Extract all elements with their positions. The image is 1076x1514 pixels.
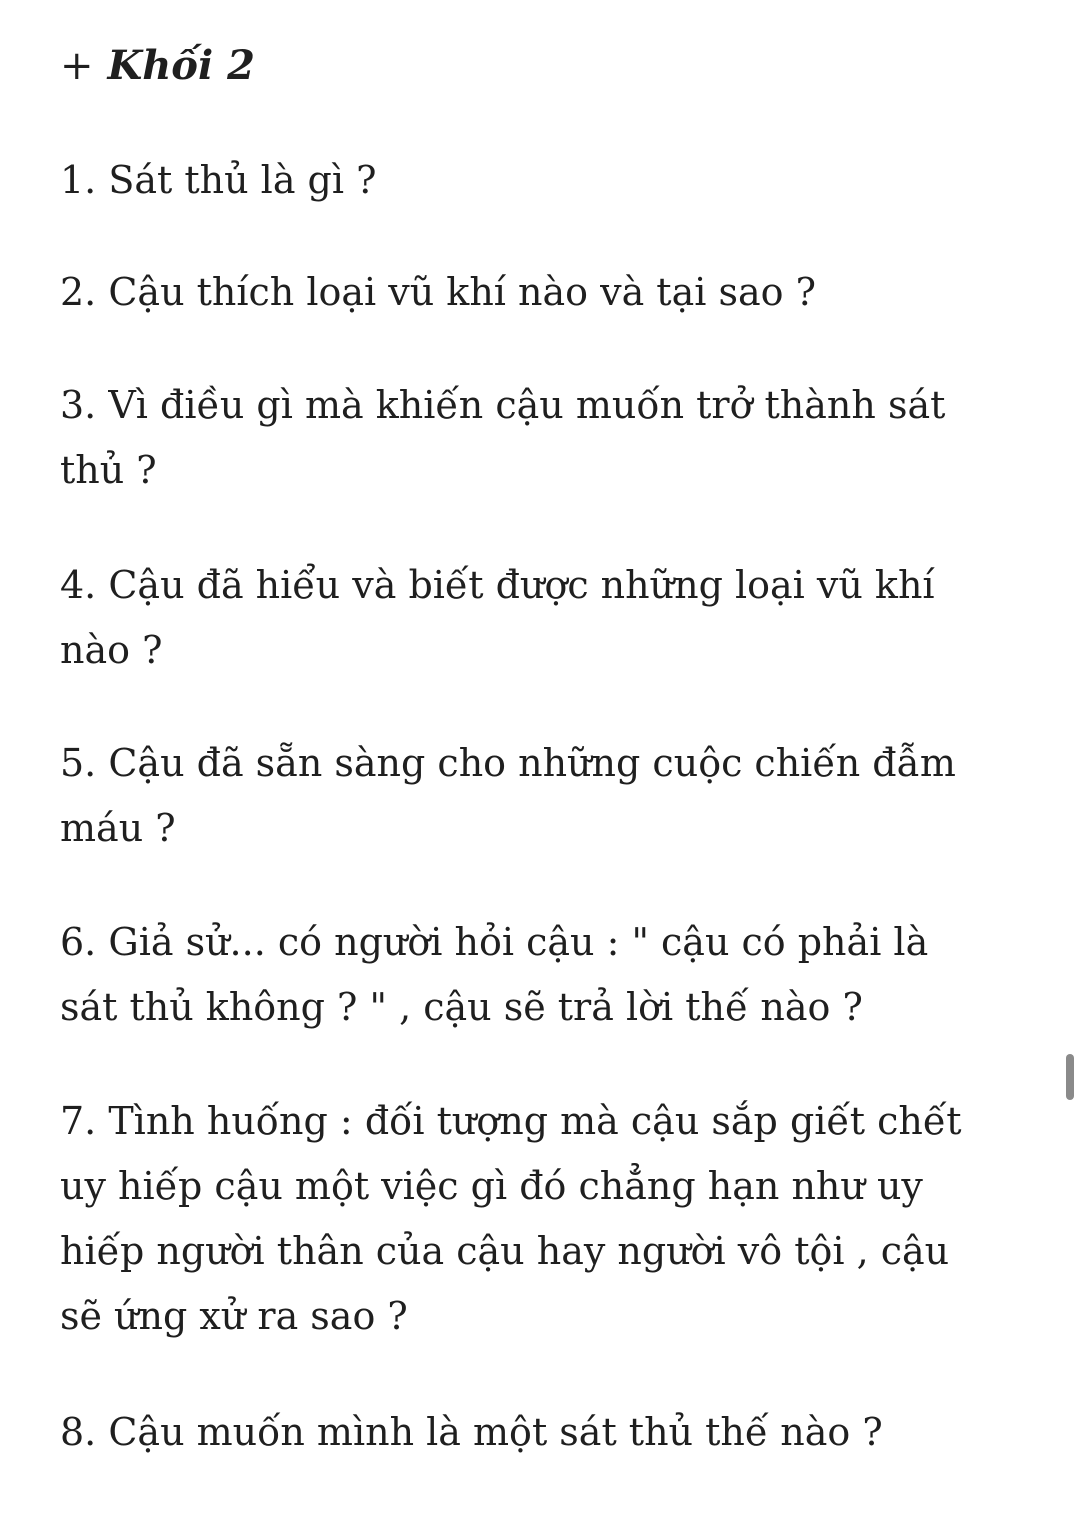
question-7: 7. Tình huống : đối tượng mà cậu sắp giết chết uy hiếp cậu một việc gì đó chẳng hạn như uy hiếp người thân của cậu hay người vô tội , cậu sẽ ứng xử ra sao ? — [60, 1099, 962, 1338]
question-2: 2. Cậu thích loại vũ khí nào và tại sao ? — [60, 270, 816, 314]
heading-title: Khối 2 — [107, 42, 255, 89]
heading-prefix: + — [60, 43, 94, 89]
question-8: 8. Cậu muốn mình là một sát thủ thế nào ? — [60, 1410, 883, 1454]
section-heading — [60, 38, 255, 94]
question-4: 4. Cậu đã hiểu và biết được những loại vũ khí nào ? — [60, 563, 935, 672]
question-6: 6. Giả sử... có người hỏi cậu : " cậu có phải là sát thủ không ? " , cậu sẽ trả lời thế nào ? — [60, 920, 929, 1029]
question-5: 5. Cậu đã sẵn sàng cho những cuộc chiến đẫm máu ? — [60, 741, 956, 850]
question-1: 1. Sát thủ là gì ? — [60, 158, 377, 202]
scrollbar-thumb[interactable] — [1066, 1054, 1074, 1100]
question-3: 3. Vì điều gì mà khiến cậu muốn trở thành sát thủ ? — [60, 383, 946, 492]
